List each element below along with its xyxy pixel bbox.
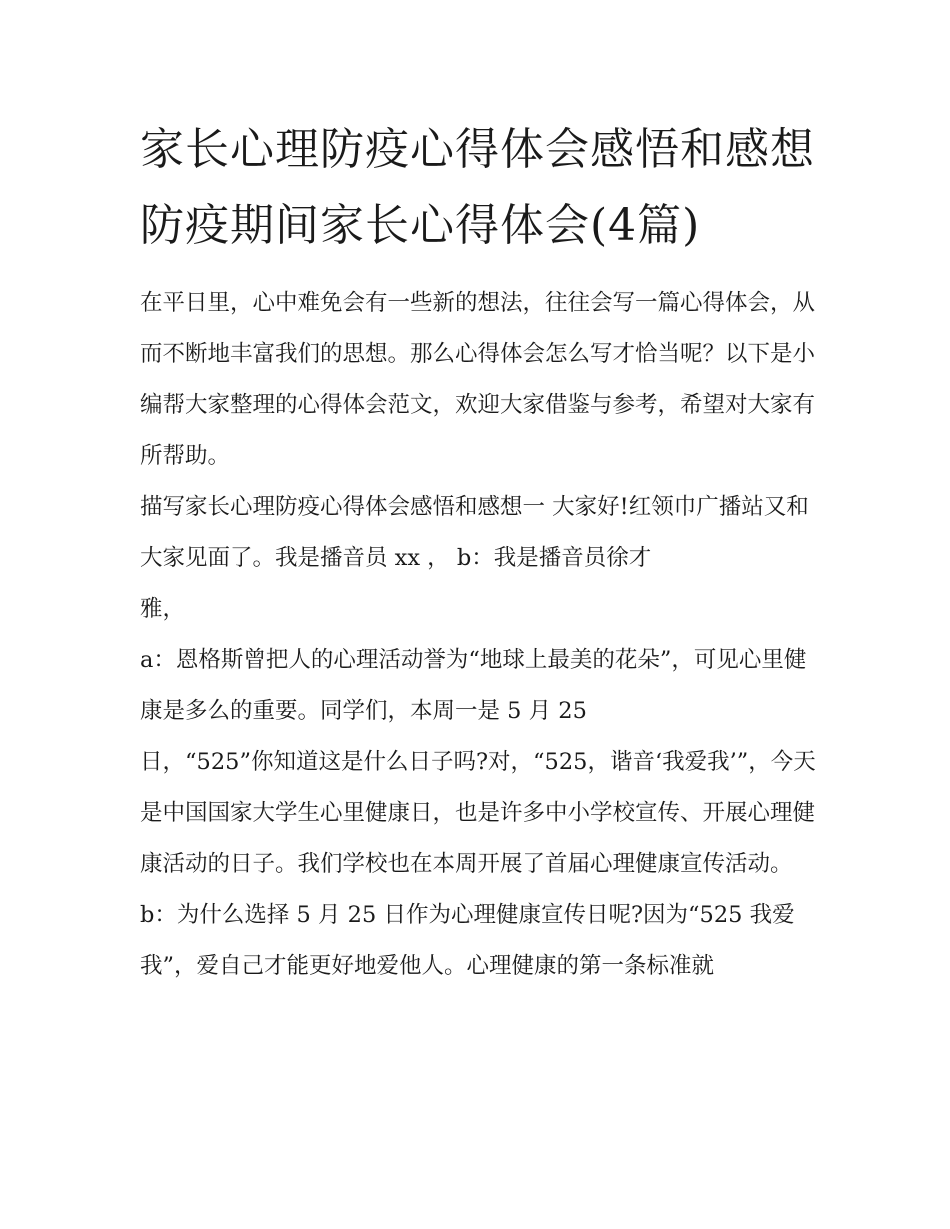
document-body — [140, 112, 820, 992]
paragraph-speaker-b: b：为什么选择 5 月 25 日作为心理健康宣传日呢?因为“525 我爱我”，爱自己才能更好地爱他人。心理健康的第一条标准就 — [140, 902, 795, 979]
paragraph-broadcast-opening: 描写家长心理防疫心得体会感悟和感想一 大家好!红领巾广播站又和大家见面了。我是播音员 xx ， b：我是播音员徐才 雅， — [140, 494, 809, 622]
paragraph-intro: 在平日里，心中难免会有一些新的想法，往往会写一篇心得体会，从而不断地丰富我们的思想。那么心得体会怎么写才恰当呢？以下是小编帮大家整理的心得体会范文，欢迎大家借鉴与参考，希望对大家有所帮助。 — [140, 290, 816, 469]
document-title: 家长心理防疫心得体会感悟和感想 防疫期间家长心得体会(4篇) — [140, 124, 815, 251]
paragraph-speaker-a: a：恩格斯曾把人的心理活动誉为“地球上最美的花朵”，可见心里健康是多么的重要。同学们，本周一是 5 月 25 日，“525”你知道这是什么日子吗?对，“525，谐音‘我爱我’”，今天是中国国家大学生心里健康日，也是许多中小学校宣传、开展心理健康活动的日子。我们学校也在本周开展了首届心理健康宣传活动。 — [140, 647, 816, 877]
